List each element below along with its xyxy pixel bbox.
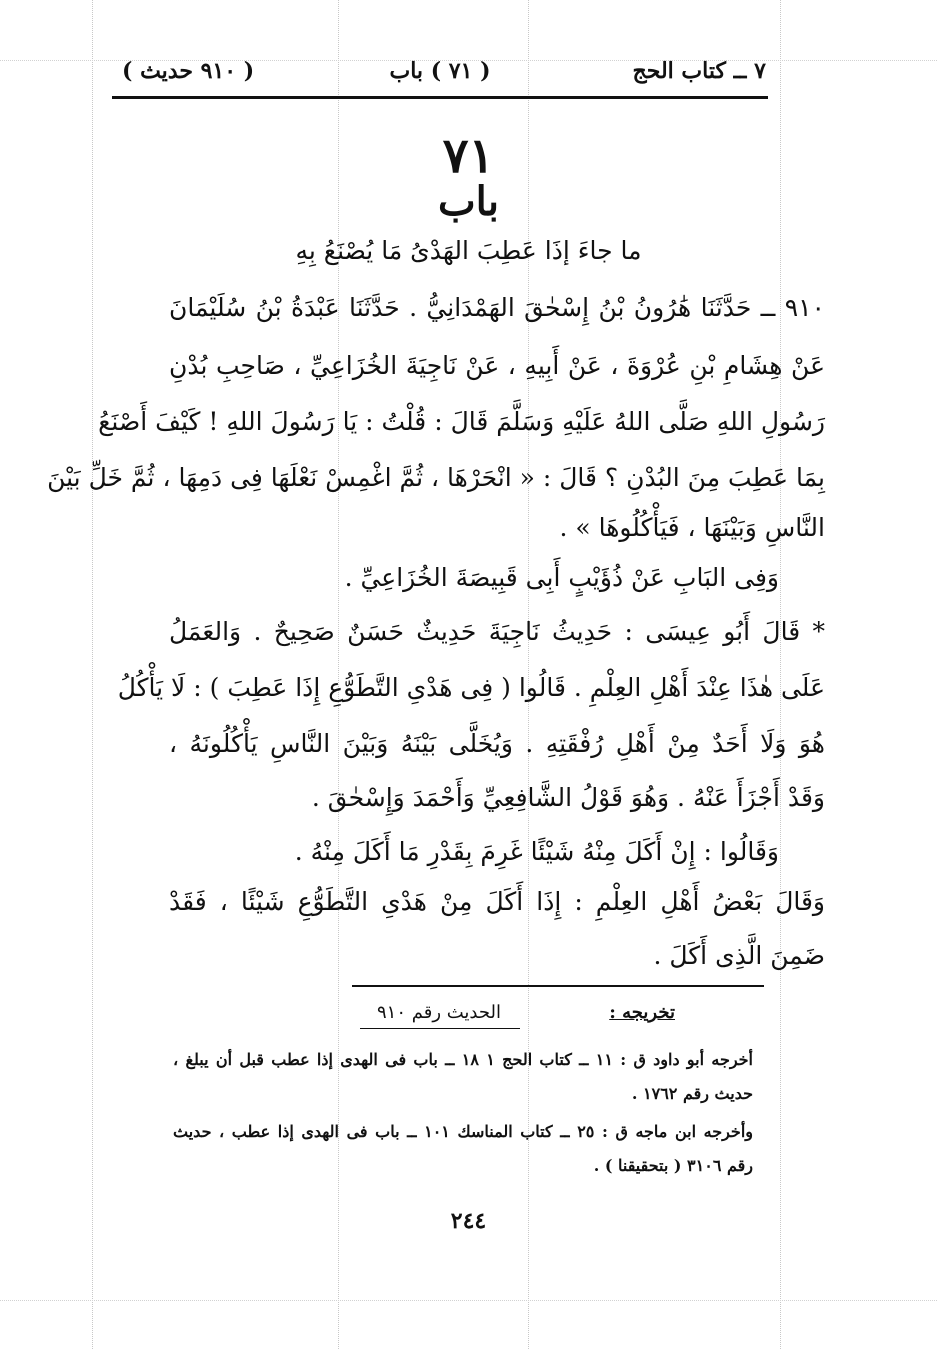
header-rule (112, 96, 768, 99)
footnote-line: رقم ٣١٠٦ ( بتحقيقنا ) . (593, 1156, 753, 1175)
footnote-line: أخرجه أبو داود ق : ١١ ــ كتاب الحج ١ ١٨ ــ باب فى الهدى إذا عطب قبل أن يبلغ ، (173, 1050, 753, 1069)
chapter-number: ٧١ (442, 128, 495, 184)
footnote-title: الحديث رقم ٩١٠ (377, 1002, 501, 1023)
text-line: عَلَى هٰذَا عِنْدَ أَهْلِ العِلْمِ . قَالُوا ( فِى هَدْىِ التَّطَوُّعِ إِذَا عَطِبَ ) : لَا يَأْكُلُ (117, 673, 825, 702)
footnote-rule (352, 985, 764, 987)
text-line: ٩١٠ ــ حَدَّثَنَا هَٰرُونُ بْنُ إِسْحٰقَ الهَمْدَانِيُّ . حَدَّثَنَا عَبْدَةُ بْنُ سُلَيْمَانَ (169, 293, 825, 322)
text-line: النَّاسِ وَبَيْنَهَا ، فَيَأْكُلُوهَا » . (559, 513, 825, 542)
chapter-heading: باب (438, 178, 499, 225)
page-number: ٢٤٤ (450, 1208, 487, 1234)
footnote-label: تخريجه : (609, 1002, 675, 1023)
text-line: ضَمِنَ الَّذِى أَكَلَ . (653, 941, 825, 970)
text-line: وَقَدْ أَجْزَأَ عَنْهُ . وَهُوَ قَوْلُ الشَّافِعِيِّ وَأَحْمَدَ وَإِسْحٰقَ . (311, 783, 825, 812)
footnote-line: حديث رقم ١٧٦٢ . (631, 1084, 753, 1103)
running-header (114, 56, 766, 92)
header-book-title: ٧ ــ كتاب الحج (632, 58, 766, 84)
text-line: وَفِى البَابِ عَنْ ذُؤَيْبٍ أَبِى قَبِيصَةَ الخُزَاعِيِّ . (344, 563, 779, 592)
text-line: * قَالَ أَبُو عِيسَى : حَدِيثُ نَاجِيَةَ حَدِيثٌ حَسَنٌ صَحِيحٌ . وَالعَمَلُ (169, 617, 825, 646)
text-line: وَقَالُوا : إِنْ أَكَلَ مِنْهُ شَيْئًا غَرِمَ بِقَدْرِ مَا أَكَلَ مِنْهُ . (294, 837, 779, 866)
text-line: رَسُولِ اللهِ صَلَّى اللهُ عَلَيْهِ وَسَلَّمَ قَالَ : قُلْتُ : يَا رَسُولَ اللهِ ! كَيْفَ أَصْنَعُ (98, 407, 825, 436)
text-line: بِمَا عَطِبَ مِنَ البُدْنِ ؟ قَالَ : « انْحَرْهَا ، ثُمَّ اغْمِسْ نَعْلَهَا فِى دَمِهَا ، ثُمَّ خَلِّ بَيْنَ (47, 463, 825, 492)
text-line: عَنْ هِشَامِ بْنِ عُرْوَةَ ، عَنْ أَبِيهِ ، عَنْ نَاجِيَةَ الخُزَاعِيِّ ، صَاحِبِ بُدْنِ (169, 351, 825, 380)
text-line: هُوَ وَلَا أَحَدٌ مِنْ أَهْلِ رُفْقَتِهِ . وَيُخَلَّى بَيْنَهُ وَبَيْنَ النَّاسِ يَأْكُلُونَهُ ، (169, 729, 825, 758)
header-hadith-count: ( ٩١٠ حديث ) (122, 58, 255, 84)
text-line: وَقَالَ بَعْضُ أَهْلِ العِلْمِ : إِذَا أَكَلَ مِنْ هَدْىِ التَّطَوُّعِ شَيْئًا ، فَقَدْ (169, 887, 825, 916)
chapter-title: ما جاءَ إذَا عَطِبَ الهَدْىُ مَا يُصْنَعُ بِهِ (295, 236, 642, 265)
footnote-line: وأخرجه ابن ماجه ق : ٢٥ ــ كتاب المناسك ١٠١ ــ باب فى الهدى إذا عطب ، حديث (173, 1122, 753, 1141)
footnote-title-underline (360, 1028, 520, 1029)
header-chapter: ( ٧١ ) باب (389, 58, 491, 84)
scan-dotted-line (0, 1300, 937, 1301)
